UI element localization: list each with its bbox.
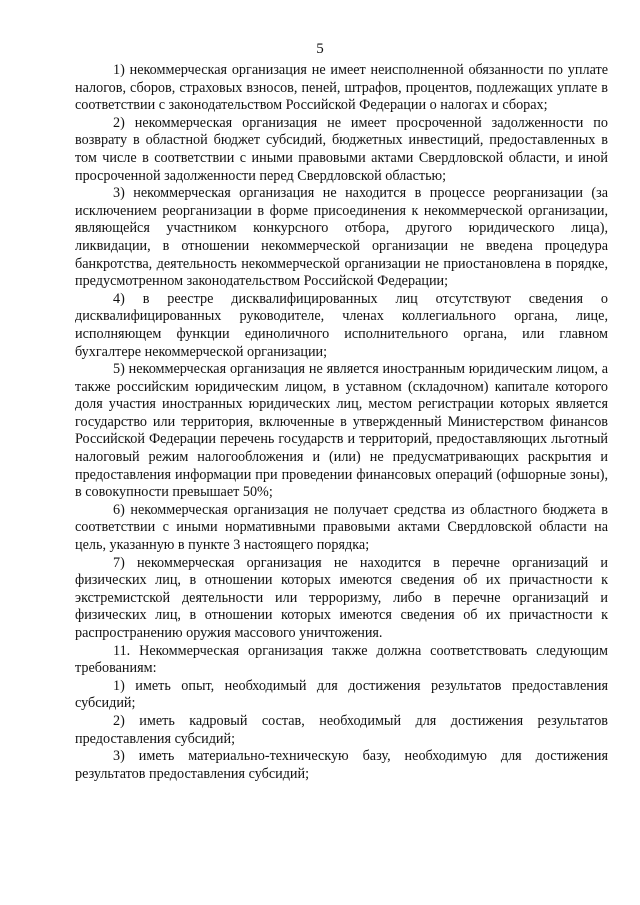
requirement-item-6: 6) некоммерческая организация не получает средства из областного бюджета в соответствии с иными нормативными правовыми актами Свердловской области на цель, указанную в пункте 3 настоящего порядка; <box>75 501 608 554</box>
requirement-item-1: 1) некоммерческая организация не имеет неисполненной обязанности по уплате налогов, сборов, страховых взносов, пеней, штрафов, процентов, подлежащих уплате в соответствии с законодательством Российской Федерации о налогах и сборах; <box>75 62 608 114</box>
requirement-item-2: 2) некоммерческая организация не имеет просроченной задолженности по возврату в областной бюджет субсидий, бюджетных инвестиций, предоставленных в том числе в соответствии с иными правовыми актами Свердловской области, и иной просроченной задолженности перед Свердловской областью; <box>75 114 608 184</box>
requirement-item-5: 5) некоммерческая организация не является иностранным юридическим лицом, а также российским юридическим лицом, в уставном (складочном) капитале которого доля участия иностранных юридических лиц, местом регистрации которых является государство или территория, включенные в утвержденный Министерством финансов Российской Федерации перечень государств и территорий, предоставляющих льготный налоговый режим налогообложения и (или) не предусматривающих раскрытия и предоставления информации при проведении финансовых операций (офшорные зоны), в совокупности превышает 50%; <box>75 361 608 501</box>
page-number: 5 <box>316 41 324 57</box>
document-body <box>75 62 608 783</box>
requirement-item-3: 3) некоммерческая организация не находится в процессе реорганизации (за исключением реорганизации в форме присоединения к некоммерческой организации, являющейся участником конкурсного отбора, другого юридического лица), ликвидации, в отношении некоммерческой организации не введена процедура банкротства, деятельность некоммерческой организации не приостановлена в порядке, предусмотренном законодательством Российской Федерации; <box>75 185 608 290</box>
section-11-item-3: 3) иметь материально-техническую базу, необходимую для достижения результатов предоставления субсидий; <box>75 748 608 782</box>
section-11-item-2: 2) иметь кадровый состав, необходимый для достижения результатов предоставления субсидий; <box>75 712 608 747</box>
requirement-item-7: 7) некоммерческая организация не находится в перечне организаций и физических лиц, в отношении которых имеются сведения об их причастности к экстремистской деятельности или терроризму, либо в перечне организаций и физических лиц, в отношении которых имеются сведения об их причастности к распространению оружия массового уничтожения. <box>75 554 608 641</box>
section-11-item-1: 1) иметь опыт, необходимый для достижения результатов предоставления субсидий; <box>75 677 608 712</box>
requirement-item-4: 4) в реестре дисквалифицированных лиц отсутствуют сведения о дисквалифицированных руководителе, членах коллегиального органа, лице, исполняющем функции единоличного исполнительного органа, или главном бухгалтере некоммерческой организации; <box>75 290 608 360</box>
section-11-heading: 11. Некоммерческая организация также должна соответствовать следующим требованиям: <box>75 642 608 677</box>
